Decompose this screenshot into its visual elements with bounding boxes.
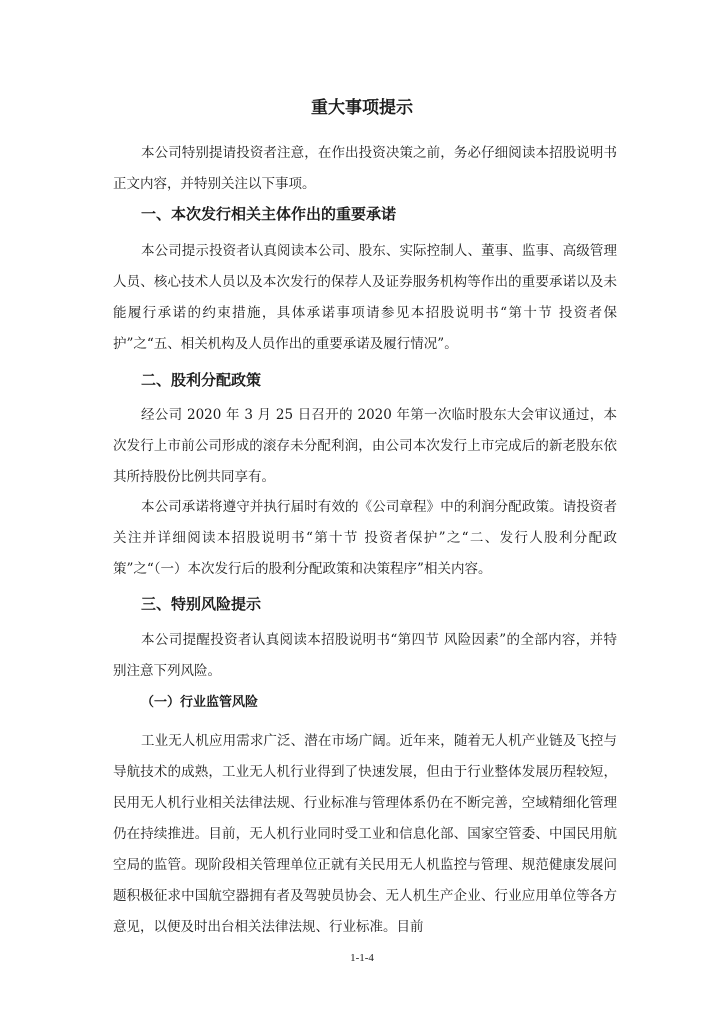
- commitments-paragraph: 本公司提示投资者认真阅读本公司、股东、实际控制人、董事、监事、高级管理人员、核心技术人员以及本次发行的保荐人及证券服务机构等作出的重要承诺以及未能履行承诺的约束措施，具体承诺事项请参见本招股说明书“第十节 投资者保护”之“五、相关机构及人员作出的重要承诺及履行情况”。: [113, 243, 617, 352]
- intro-paragraph: 本公司特别提请投资者注意，在作出投资决策之前，务必仔细阅读本招股说明书正文内容，并特别关注以下事项。: [113, 145, 617, 192]
- dividend-paragraph-2: 本公司承诺将遵守并执行届时有效的《公司章程》中的利润分配政策。请投资者关注并详细阅读本招股说明书“第十节 投资者保护”之“二、发行人股利分配政策”之“（一）本次发行后的股利分配政策和决策程序”相关内容。: [113, 499, 617, 577]
- section-heading-dividend-policy: 二、股利分配政策: [141, 371, 262, 389]
- section-heading-risk-notice: 三、特别风险提示: [141, 595, 262, 613]
- section-heading-commitments: 一、本次发行相关主体作出的重要承诺: [141, 205, 397, 223]
- subsection-heading-regulatory-risk: （一）行业监管风险: [141, 695, 259, 710]
- page-number: 1-1-4: [350, 952, 374, 964]
- regulatory-risk-paragraph: 工业无人机应用需求广泛、潜在市场广阔。近年来，随着无人机产业链及飞控与导航技术的成熟，工业无人机行业得到了快速发展，但由于行业整体发展历程较短，民用无人机行业相关法律法规、行业标准与管理体系仍在不断完善，空域精细化管理仍在持续推进。目前，无人机行业同时受工业和信息化部、国家空管委、中国民用航空局的监管。现阶段相关管理单位正就有关民用无人机监控与管理、规范健康发展问题积极征求中国航空器拥有者及驾驶员协会、无人机生产企业、行业应用单位等各方意见，以便及时出台相关法律法规、行业标准。目前: [113, 733, 617, 935]
- page-title: 重大事项提示: [311, 98, 413, 118]
- dividend-paragraph-1: 经公司 2020 年 3 月 25 日召开的 2020 年第一次临时股东大会审议通过，本次发行上市前公司形成的滚存未分配利润，由公司本次发行上市完成后的新老股东依其所持股份比例共同享有。: [113, 407, 617, 485]
- risk-notice-paragraph: 本公司提醒投资者认真阅读本招股说明书“第四节 风险因素”的全部内容，并特别注意下列风险。: [113, 632, 617, 679]
